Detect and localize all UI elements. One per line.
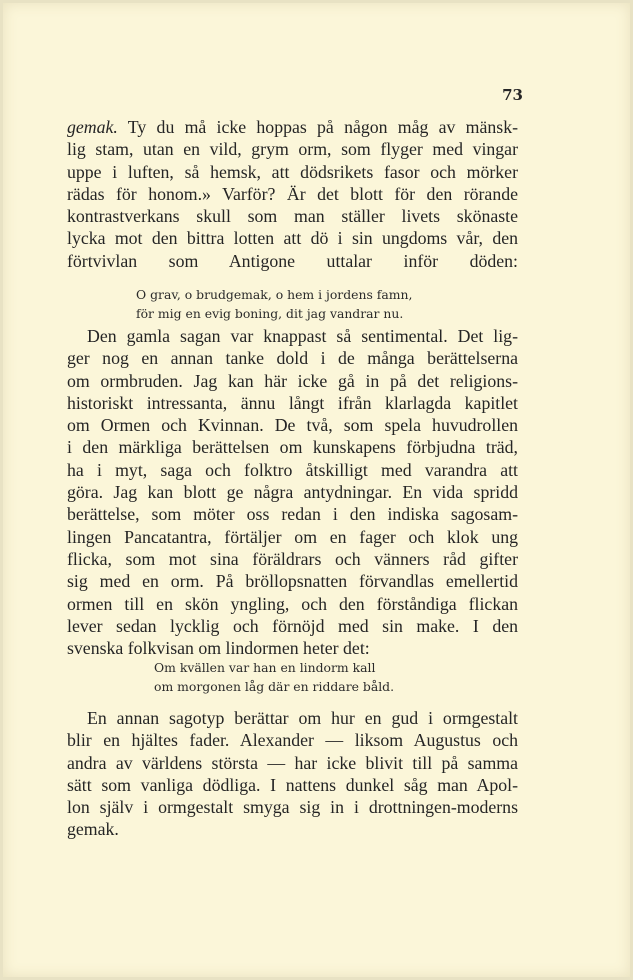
text-line: om Ormen och Kvinnan. De två, som spela huvudrollen	[67, 415, 518, 436]
line-rest: Ty du må icke hoppas på någon måg av mänsk-	[127, 117, 519, 137]
italic-word: gemak.	[67, 117, 118, 137]
text-line: lever sedan lycklig och förnöjd med sin make. I den	[67, 615, 518, 636]
text-line: ger nog en annan tanke dold i de många berättelserna	[67, 348, 518, 369]
poem-line: för mig en evig boning, dit jag vandrar nu.	[136, 306, 404, 321]
text-line: andra av världens största — har icke blivit till på samma	[67, 752, 518, 773]
text-line: En annan sagotyp berättar om hur en gud i ormgestalt	[87, 708, 518, 728]
text-line: berättelse, som möter oss redan i den indiska sagosam-	[67, 504, 518, 525]
paragraph-3	[67, 707, 518, 841]
poem-quote-1	[136, 285, 412, 323]
text-line: flicka, som mot sina föräldrars och vänners råd gifter	[67, 548, 518, 569]
text-line: gemak.	[67, 819, 119, 840]
text-line: förtvivlan som Antigone uttalar inför döden:	[67, 250, 518, 271]
text-line: svenska folkvisan om lindormen heter det:	[67, 638, 370, 659]
book-page	[3, 3, 630, 977]
paragraph-2	[67, 325, 518, 659]
text-line: ormen till en skön yngling, och den förståndiga flickan	[67, 593, 518, 614]
poem-line: om morgonen låg där en riddare båld.	[154, 679, 395, 694]
paragraph-1	[67, 116, 518, 272]
text-line: sig med en orm. På bröllopsnatten förvandlas emellertid	[67, 571, 518, 592]
text-line: rädas för honom.» Varför? Är det blott för den rörande	[67, 183, 518, 204]
text-line: om ormbruden. Jag kan här icke gå in på det religions-	[67, 370, 518, 391]
text-line: ha i myt, saga och folktro åtskilligt med varandra att	[67, 459, 518, 480]
poem-line: O grav, o brudgemak, o hem i jordens famn,	[136, 287, 413, 302]
text-line: lingen Pancatantra, förtäljer om en fager och klok ung	[67, 526, 518, 547]
text-line: uppe i luften, så hemsk, att dödsrikets fasor och mörker	[67, 161, 518, 182]
text-line	[67, 116, 518, 138]
text-line: blir en hjältes fader. Alexander — liksom Augustus och	[67, 730, 518, 751]
text-line: i den märkliga berättelsen om kunskapens förbjudna träd,	[67, 437, 518, 458]
page-number: 73	[502, 86, 523, 104]
text-line: lycka mot den bittra lotten att dö i sin ungdoms vår, den	[67, 228, 518, 249]
text-line: sätt som vanliga dödliga. I nattens dunkel såg man Apol-	[67, 774, 518, 795]
poem-line: Om kvällen var han en lindorm kall	[154, 660, 376, 675]
text-line: lig stam, utan en vild, grym orm, som flyger med vingar	[67, 139, 518, 160]
text-line: lon själv i ormgestalt smyga sig in i drottningen-moderns	[67, 797, 518, 818]
text-line: historiskt intressanta, ännu långt ifrån klarlagda kapitlet	[67, 392, 518, 413]
text-line: Den gamla sagan var knappast så sentimental. Det lig-	[87, 326, 518, 346]
poem-quote-2	[154, 658, 394, 696]
text-line: göra. Jag kan blott ge några antydningar. En vida spridd	[67, 482, 518, 503]
text-line: kontrastverkans skull som man ställer livets skönaste	[67, 206, 518, 227]
